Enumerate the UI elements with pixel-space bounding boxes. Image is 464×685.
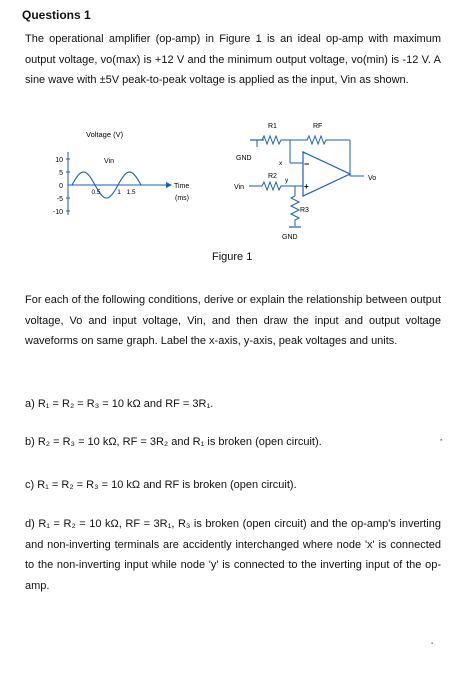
- scan-speck: ▪: [431, 641, 434, 647]
- node-y-label: y: [285, 177, 289, 184]
- graph-x-axis-unit: (ms): [175, 195, 189, 202]
- resistor-rf: [303, 136, 330, 144]
- graph-x-tick-label: 0.5: [91, 189, 101, 196]
- graph-y-tick-label: 10: [55, 157, 63, 164]
- graph-x-tick-label: 1.5: [126, 189, 136, 196]
- graph-y-axis-label: Voltage (V): [86, 130, 124, 139]
- part-b: b) R₂ = R₃ = 10 kΩ, RF = 3R₂ and R₁ is broken (open circuit).: [25, 436, 322, 448]
- question-instruction: For each of the following conditions, derive or explain the relationship between output voltage, Vo and input voltage, Vin, and then draw the input and output voltage waveforms on same graph. Label the x-axis, y-axis, peak voltages and units.: [25, 294, 441, 347]
- rf-label: RF: [313, 123, 323, 130]
- scan-speck: ▪: [440, 437, 443, 444]
- op-amp-inverting-symbol: −: [304, 159, 310, 169]
- r1-label: R1: [268, 123, 277, 130]
- r2-label: R2: [268, 173, 277, 180]
- resistor-r1: [257, 136, 290, 144]
- graph-y-tick-label: -5: [56, 196, 63, 203]
- gnd-top-label: GND: [236, 155, 252, 162]
- graph-y-tick-label: 0: [59, 183, 63, 190]
- vin-label: Vin: [234, 184, 244, 191]
- graph-x-axis-label: Time: [174, 183, 190, 190]
- op-amp-noninverting-symbol: +: [304, 182, 309, 191]
- resistor-r3: [291, 196, 299, 226]
- op-amp-symbol: [303, 152, 350, 196]
- graph-y-tick-label: 5: [59, 170, 63, 177]
- r3-label: R3: [300, 207, 309, 214]
- question-heading: Questions 1: [22, 8, 91, 22]
- gnd-bottom-label: GND: [282, 234, 298, 241]
- vo-label: Vo: [368, 175, 377, 182]
- part-c: c) R₁ = R₂ = R₃ = 10 kΩ and RF is broken (open circuit).: [25, 479, 297, 491]
- node-x-label: x: [279, 160, 283, 167]
- question-intro: The operational amplifier (op-amp) in Figure 1 is an ideal op-amp with maximum output voltage, vo(max) is +12 V and the minimum output voltage, vo(min) is -12 V. A sine wave with ±5V peak-to-peak voltage is applied as the input, Vin as shown.: [25, 33, 441, 86]
- graph-y-tick-label: -10: [52, 209, 63, 216]
- graph-x-axis-arrow-icon: [166, 182, 172, 188]
- figure-caption: Figure 1: [212, 251, 253, 263]
- part-a: a) R₁ = R₂ = R₃ = 10 kΩ and RF = 3R₁.: [25, 398, 214, 410]
- graph-x-tick-label: 1: [117, 189, 121, 196]
- figure-1: [0, 0, 464, 250]
- part-d: d) R₁ = R₂ = 10 kΩ, RF = 3R₁, R₃ is broken (open circuit) and the op-amp's inverting and non-inverting terminals are accidently interchanged where node 'x' is connected to the non-inverting input while node 'y' is connected to the inverting input of the op-amp.: [25, 518, 441, 592]
- graph-vin-label: Vin: [104, 158, 114, 165]
